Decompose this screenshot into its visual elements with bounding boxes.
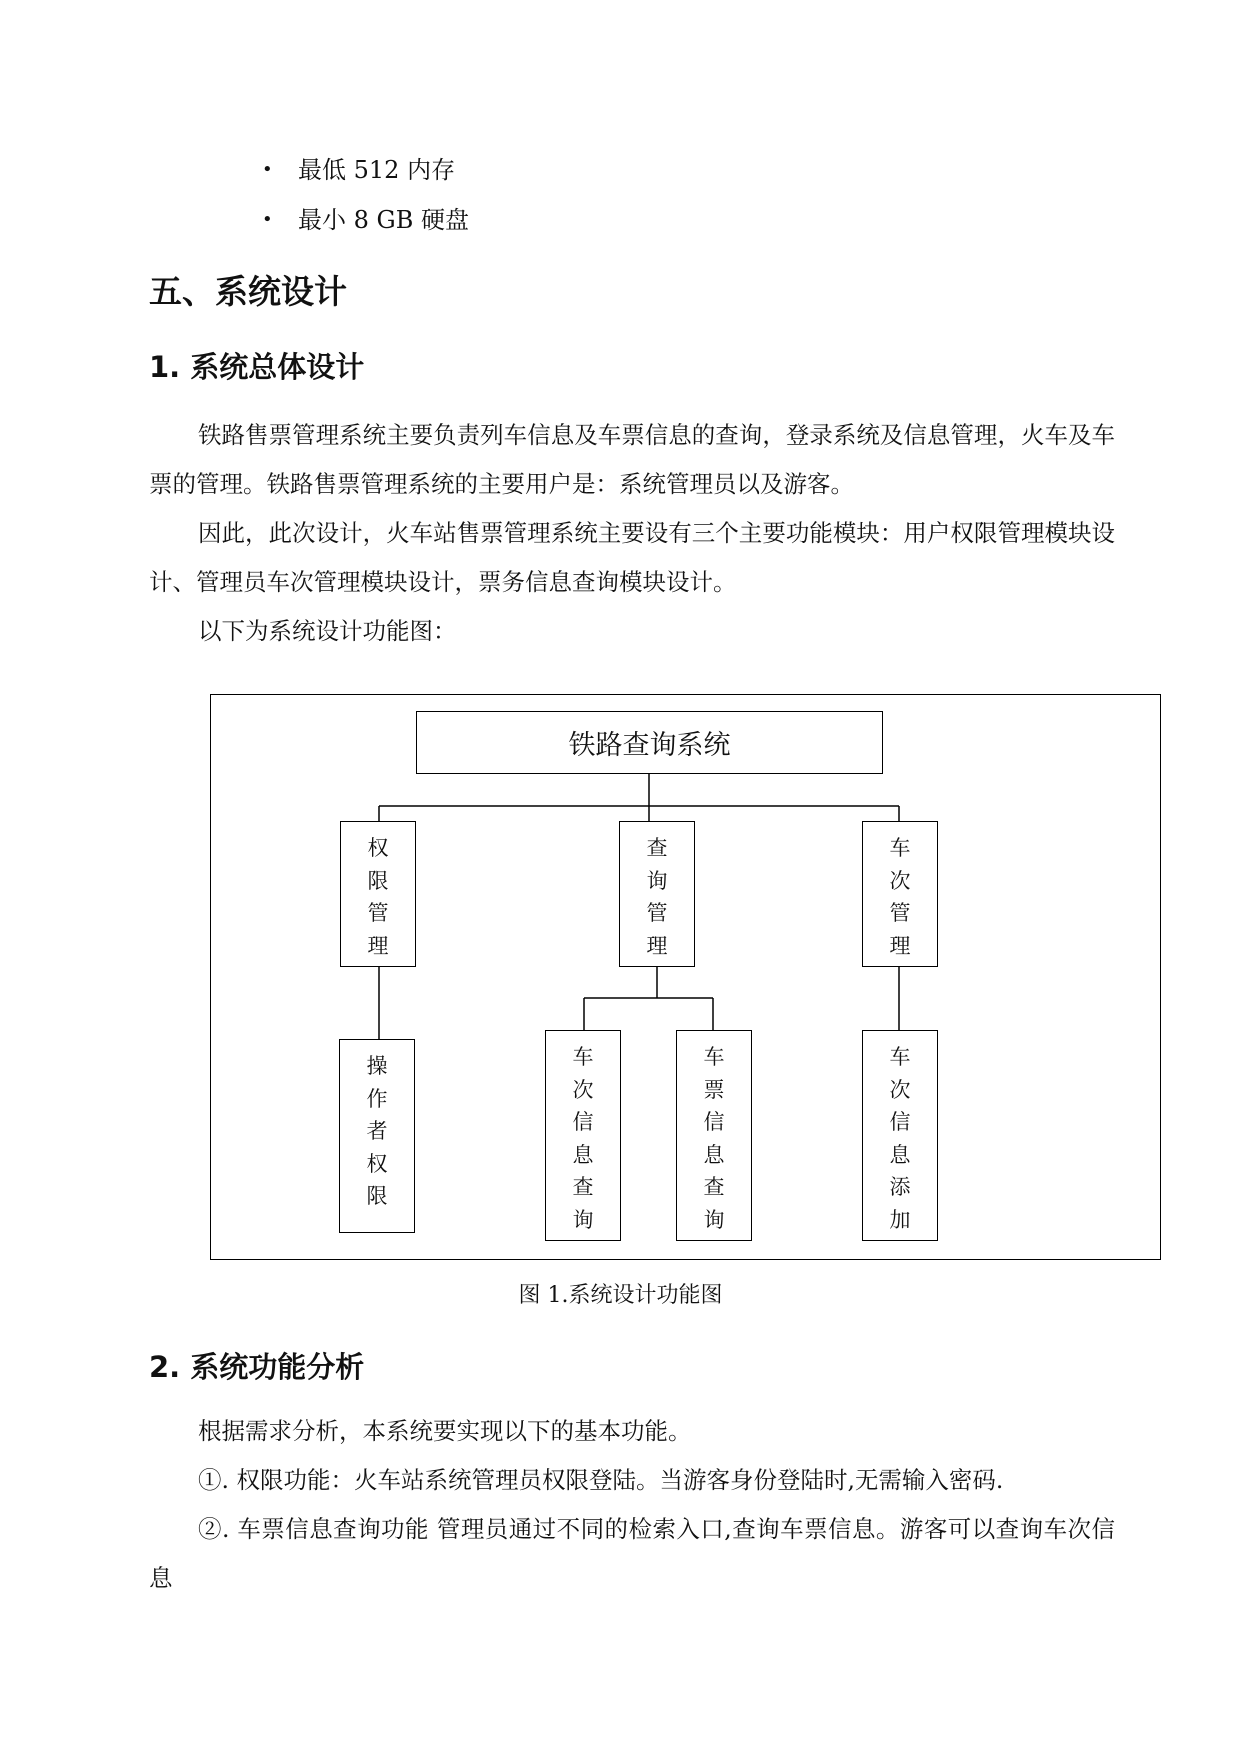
node-char: 息 xyxy=(889,1142,911,1167)
module-node-train xyxy=(862,821,938,967)
paragraph: ②. 车票信息查询功能 管理员通过不同的检索入口,查询车票信息。游客可以查询车次信息 xyxy=(149,1515,1115,1592)
node-char: 次 xyxy=(889,868,911,893)
node-char: 限 xyxy=(366,1184,388,1208)
node-char: 询 xyxy=(572,1207,594,1232)
node-char: 限 xyxy=(367,868,389,893)
node-char: 管 xyxy=(646,901,668,925)
paragraph: ①. 权限功能：火车站系统管理员权限登陆。当游客身份登陆时,无需输入密码. xyxy=(198,1466,1004,1494)
node-char: 车 xyxy=(889,1045,911,1069)
list-item-text: 最低 512 内存 xyxy=(298,156,456,184)
paragraph: 铁路售票管理系统主要负责列车信息及车票信息的查询，登录系统及信息管理，火车及车票的管理。铁路售票管理系统的主要用户是：系统管理员以及游客。 xyxy=(149,421,1115,498)
leaf-node-operator-permission xyxy=(339,1039,415,1233)
node-char: 次 xyxy=(572,1077,594,1102)
figure-caption: 图 1.系统设计功能图 xyxy=(518,1283,723,1308)
node-char: 票 xyxy=(703,1077,725,1102)
node-char: 次 xyxy=(889,1077,911,1102)
node-char: 操 xyxy=(366,1054,388,1078)
node-char: 权 xyxy=(366,1151,388,1176)
node-char: 信 xyxy=(572,1110,594,1134)
bullet-icon: • xyxy=(262,209,273,230)
subsection-title-function-analysis: 2. 系统功能分析 xyxy=(149,1350,365,1384)
node-char: 管 xyxy=(367,901,389,925)
bullet-icon: • xyxy=(262,159,273,180)
section-title: 五、系统设计 xyxy=(149,272,347,311)
node-char: 添 xyxy=(889,1175,911,1199)
module-node-query xyxy=(619,821,695,967)
node-char: 管 xyxy=(889,901,911,925)
leaf-node-train-query xyxy=(545,1030,621,1241)
list-item-text: 最小 8 GB 硬盘 xyxy=(298,206,469,234)
node-char: 询 xyxy=(703,1207,725,1232)
node-char: 加 xyxy=(889,1207,911,1232)
subsection-title-overall-design: 1. 系统总体设计 xyxy=(149,350,365,384)
node-char: 车 xyxy=(889,836,911,860)
node-char: 车 xyxy=(572,1045,594,1069)
paragraph: 以下为系统设计功能图： xyxy=(198,617,457,645)
node-char: 信 xyxy=(703,1110,725,1134)
leaf-node-ticket-query xyxy=(676,1030,752,1241)
node-char: 者 xyxy=(366,1119,388,1143)
paragraph: 根据需求分析，本系统要实现以下的基本功能。 xyxy=(198,1417,692,1445)
node-char: 信 xyxy=(889,1110,911,1134)
node-char: 息 xyxy=(703,1142,725,1167)
node-char: 理 xyxy=(367,933,389,958)
paragraph: 因此，此次设计，火车站售票管理系统主要设有三个主要功能模块：用户权限管理模块设计、管理员车次管理模块设计，票务信息查询模块设计。 xyxy=(149,519,1115,596)
node-char: 车 xyxy=(703,1045,725,1069)
node-char: 理 xyxy=(646,933,668,958)
leaf-node-train-add xyxy=(862,1030,938,1241)
module-node-permission xyxy=(340,821,416,967)
node-char: 查 xyxy=(646,836,668,860)
node-char: 作 xyxy=(366,1086,388,1111)
node-char: 查 xyxy=(572,1175,594,1199)
node-char: 查 xyxy=(703,1175,725,1199)
node-char: 询 xyxy=(646,868,668,893)
node-char: 息 xyxy=(572,1142,594,1167)
node-char: 理 xyxy=(889,933,911,958)
diagram-root-node: 铁路查询系统 xyxy=(416,711,883,774)
node-char: 权 xyxy=(367,836,389,860)
